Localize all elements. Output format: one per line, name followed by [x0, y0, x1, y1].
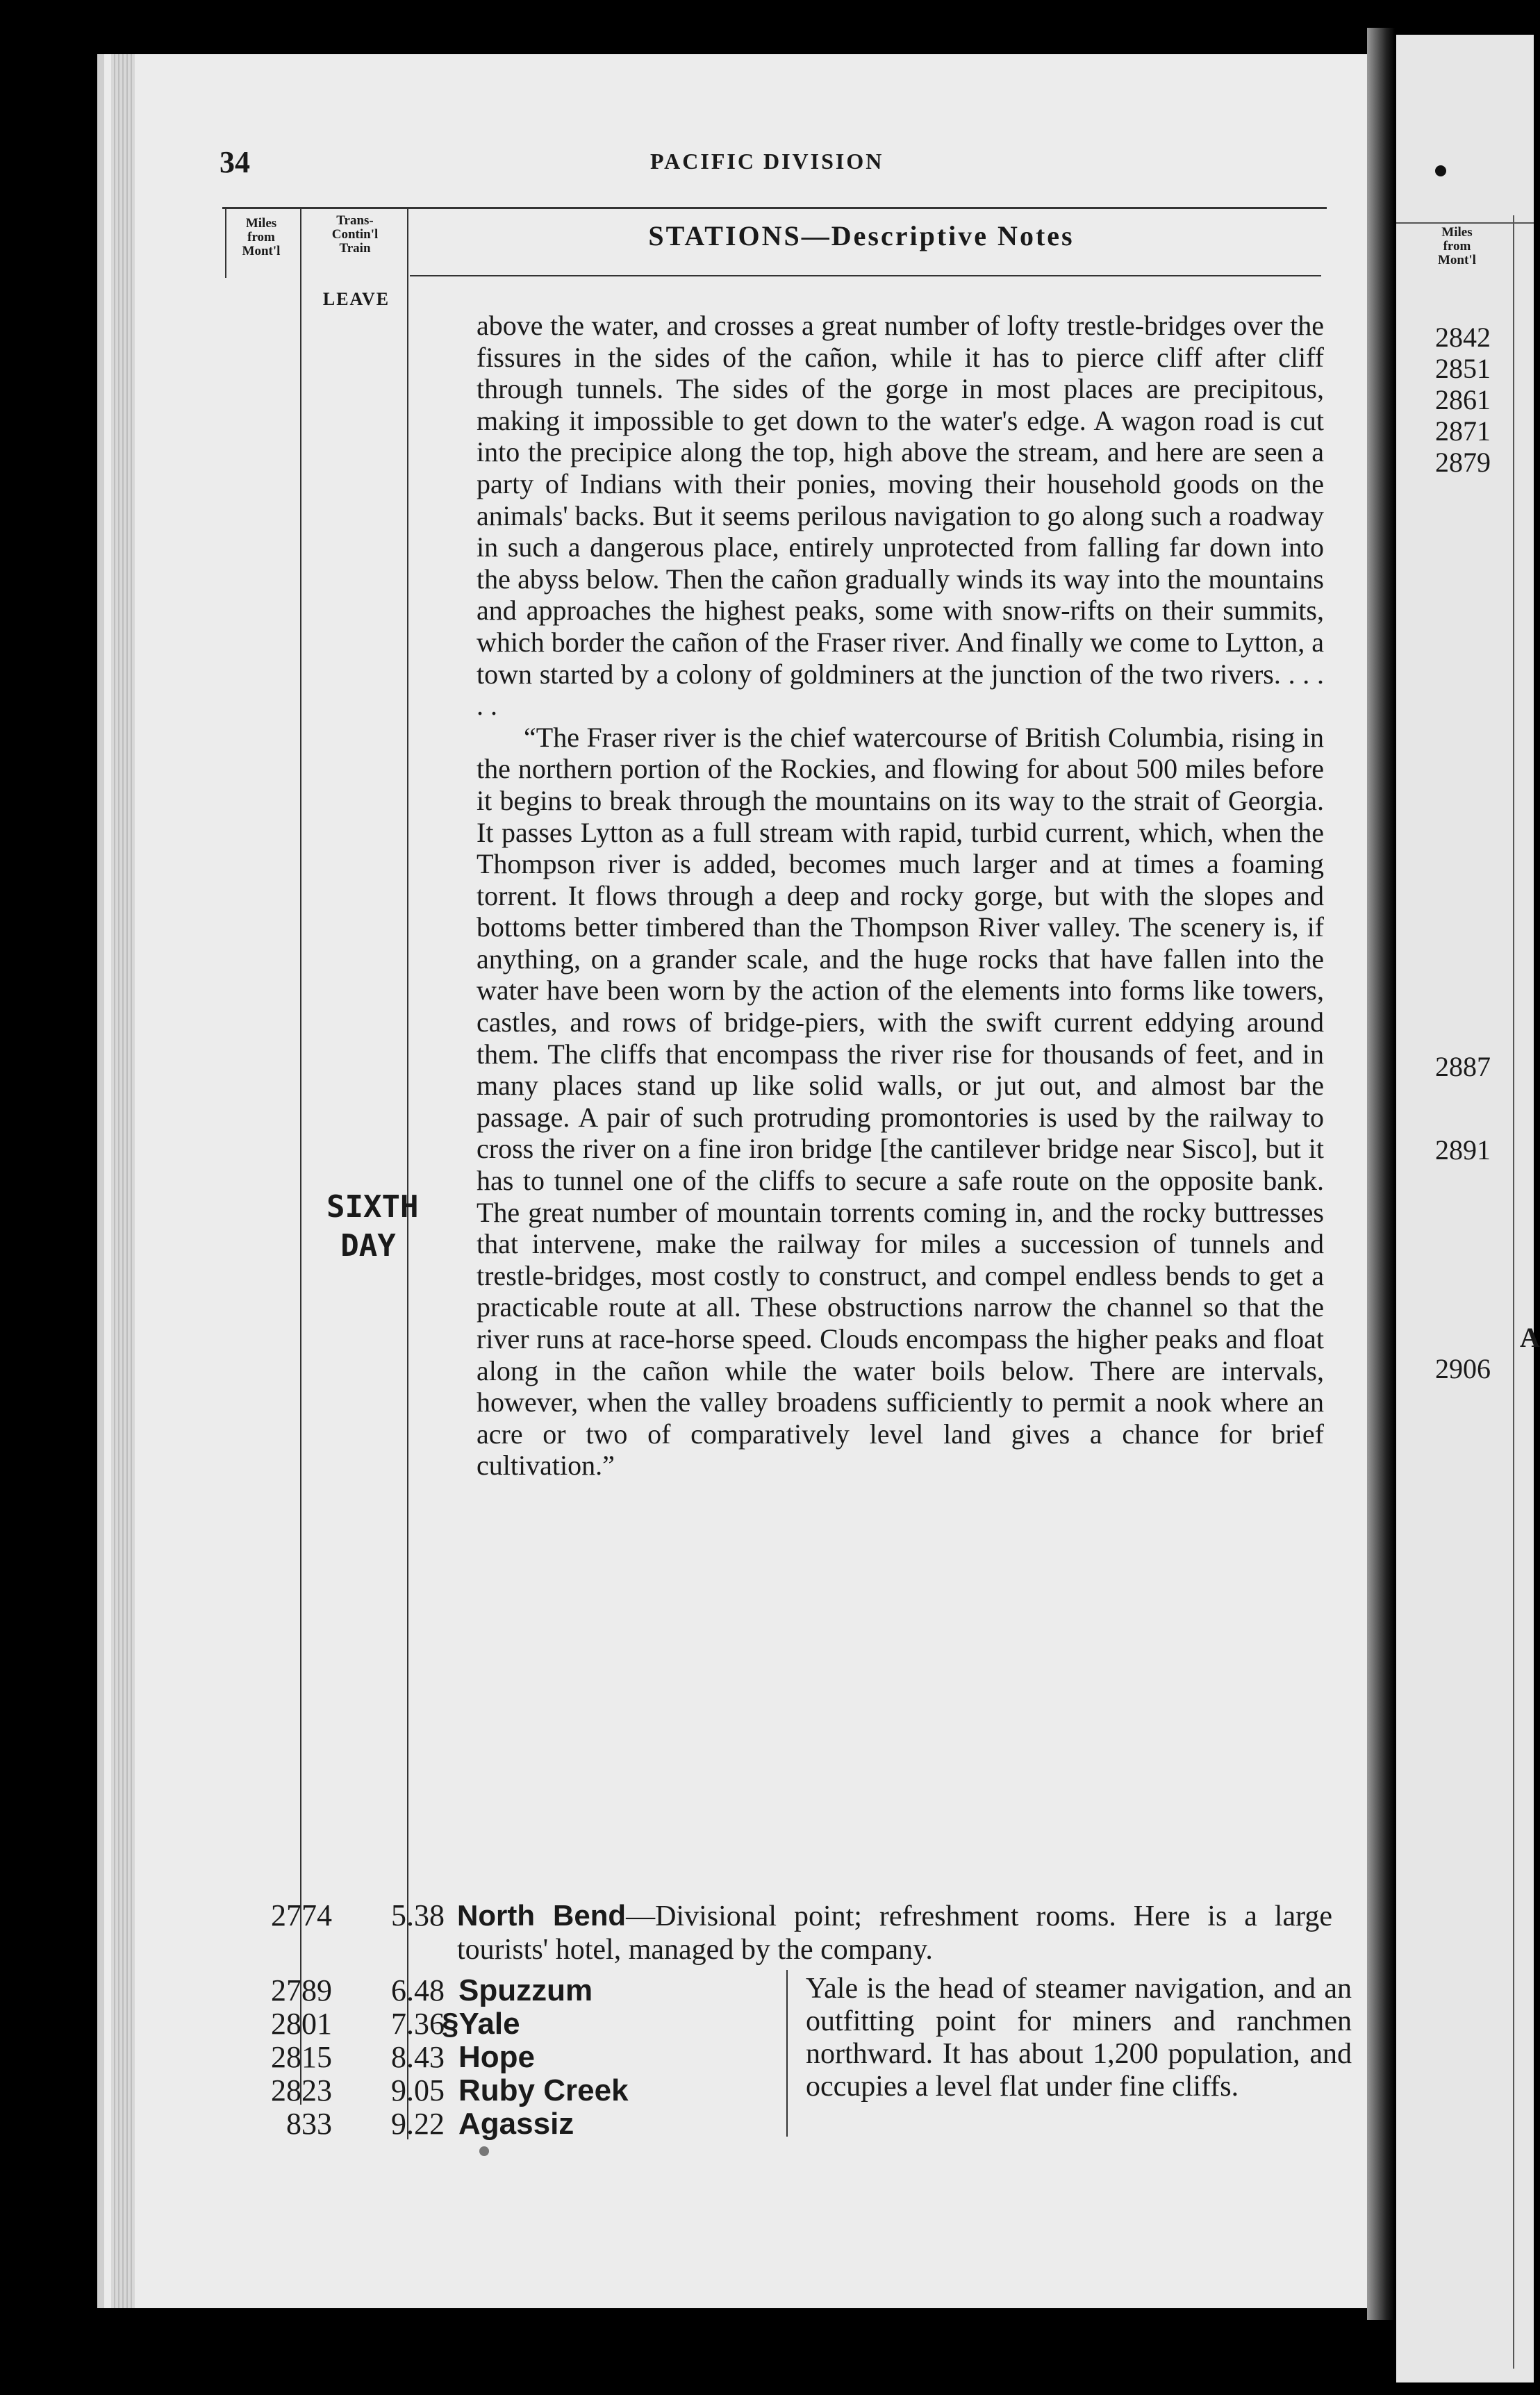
- right-miles-header: Miles from Mont'l: [1438, 225, 1476, 267]
- header-rule: [410, 275, 1321, 276]
- miles-column-header: Miles from Mont'l: [242, 216, 281, 258]
- station-time: 9.22: [391, 2107, 445, 2141]
- station-row: [229, 2107, 1355, 2141]
- right-miles-value: 2842: [1435, 322, 1491, 353]
- top-rule: [222, 207, 1327, 209]
- running-head: PACIFIC DIVISION: [650, 149, 884, 174]
- column-rule: [300, 208, 301, 2105]
- station-note: —Divisional point; refreshment rooms. Here is a large tourists' hotel, managed by the company.: [457, 1900, 1332, 1966]
- station-name: Hope: [458, 2040, 535, 2074]
- gutter-shadow: [1367, 28, 1395, 2320]
- descriptive-notes: [477, 310, 1324, 1482]
- station-name: §Yale: [442, 2007, 520, 2041]
- ink-smudge: [479, 2146, 489, 2156]
- right-fragment-letter: A: [1520, 1322, 1540, 1353]
- yale-note: Yale is the head of steamer navigation, and an outfitting point for miners and ranchmen northward. It has about 1,200 population, and occupies a level flat under fine cliffs.: [806, 1973, 1352, 2103]
- station-time: 8.43: [391, 2040, 445, 2074]
- station-name: North Bend: [457, 1899, 627, 1932]
- right-page: [1396, 35, 1540, 2382]
- column-rule: [407, 208, 408, 2139]
- notes-paragraph: “The Fraser river is the chief watercourse of British Columbia, rising in the northern portion of the Rockies, and flowing for about 500 miles before it begins to break through the mountains on its way to the strait of Georgia. It passes Lytton as a full stream with rapid, turbid current, which, when the Thompson river is added, becomes much larger and at times a foaming torrent. It flows through a deep and rocky gorge, but with the slopes and bottoms better timbered than the Thompson River valley. The scenery is, if anything, on a grander scale, and the huge rocks that have fallen into the water have been worn by the action of the elements into forms like towers, castles, and rows of bridge-piers, with the swift current eddying around them. The cliffs that encompass the river rise for thousands of feet, and in many places stand up like solid walls, or jut out, and almost bar the passage. A pair of such protruding promontories is used by the railway to cross the river on a fine iron bridge [the cantilever bridge near Sisco], but it has to tunnel one of the cliffs to secure a safe route on the opposite bank. The great number of mountain torrents coming in, and the rocky buttresses that intervene, make the railway for miles a succession of tunnels and trestle-bridges, most costly to construct, and compel endless bends to get a practicable route at all. These obstructions narrow the channel so that the river runs at race-horse speed. Clouds encompass the higher peaks and float along in the cañon while the water boils below. There are intervals, however, when the valley broadens sufficiently to permit a nook where an acre or two of comparatively level land gives a chance for brief cultivation.”: [477, 721, 1324, 1482]
- right-column-rule: [1513, 215, 1514, 2369]
- station-miles: 833: [286, 2107, 332, 2141]
- station-miles: 2774: [271, 1898, 332, 1932]
- station-time: 7.36: [391, 2007, 445, 2041]
- leave-label: LEAVE: [322, 289, 390, 309]
- station-miles: 2823: [271, 2073, 332, 2107]
- station-time: 5.38: [391, 1898, 445, 1932]
- train-column-header: Trans- Contin'l Train: [331, 213, 379, 256]
- bullet-mark: [1435, 165, 1446, 176]
- station-time: 6.48: [391, 1973, 445, 2007]
- right-miles-value: 2887: [1435, 1051, 1491, 1082]
- notes-column-header: STATIONS—Descriptive Notes: [648, 220, 1075, 251]
- station-miles: 2789: [271, 1973, 332, 2007]
- right-miles-value: 2906: [1435, 1353, 1491, 1384]
- notes-paragraph: above the water, and crosses a great number of lofty trestle-bridges over the fissures in the sides of the cañon, while it has to pierce cliff after cliff through tunnels. The sides of the gorge in most places are precipitous, making it impossible to get down to the water's edge. A wagon road is cut into the precipice along the top, high above the stream, and here are seen a party of Indians with their ponies, moving their household goods on the animals' backs. But it seems perilous navigation to go along such a roadway in such a dangerous place, entirely unprotected from falling far down into the abyss below. Then the cañon gradually winds its way into the mountains and approaches the highest peaks, some with snow-rifts on their summits, which border the cañon of the Fraser river. And finally we come to Lytton, a town started by a colony of goldminers at the junction of the two rivers. . . . . .: [477, 310, 1324, 722]
- page-number: 34: [220, 145, 250, 179]
- right-miles-value: 2871: [1435, 415, 1491, 447]
- day-label: SIXTH DAY: [326, 1189, 419, 1263]
- station-miles: 2801: [271, 2007, 332, 2041]
- station-name: Spuzzum: [458, 1973, 593, 2007]
- note-divider: [786, 1970, 788, 2137]
- page-edges: [111, 54, 135, 2308]
- north-bend-description: [457, 1899, 1332, 1966]
- station-name: Agassiz: [458, 2107, 574, 2141]
- right-miles-value: 2891: [1435, 1134, 1491, 1166]
- right-miles-value: 2851: [1435, 353, 1491, 384]
- station-time: 9.05: [391, 2073, 445, 2107]
- column-rule: [225, 208, 226, 278]
- right-miles-value: 2879: [1435, 447, 1491, 478]
- right-miles-value: 2861: [1435, 384, 1491, 415]
- station-miles: 2815: [271, 2040, 332, 2074]
- station-name: Ruby Creek: [458, 2073, 629, 2107]
